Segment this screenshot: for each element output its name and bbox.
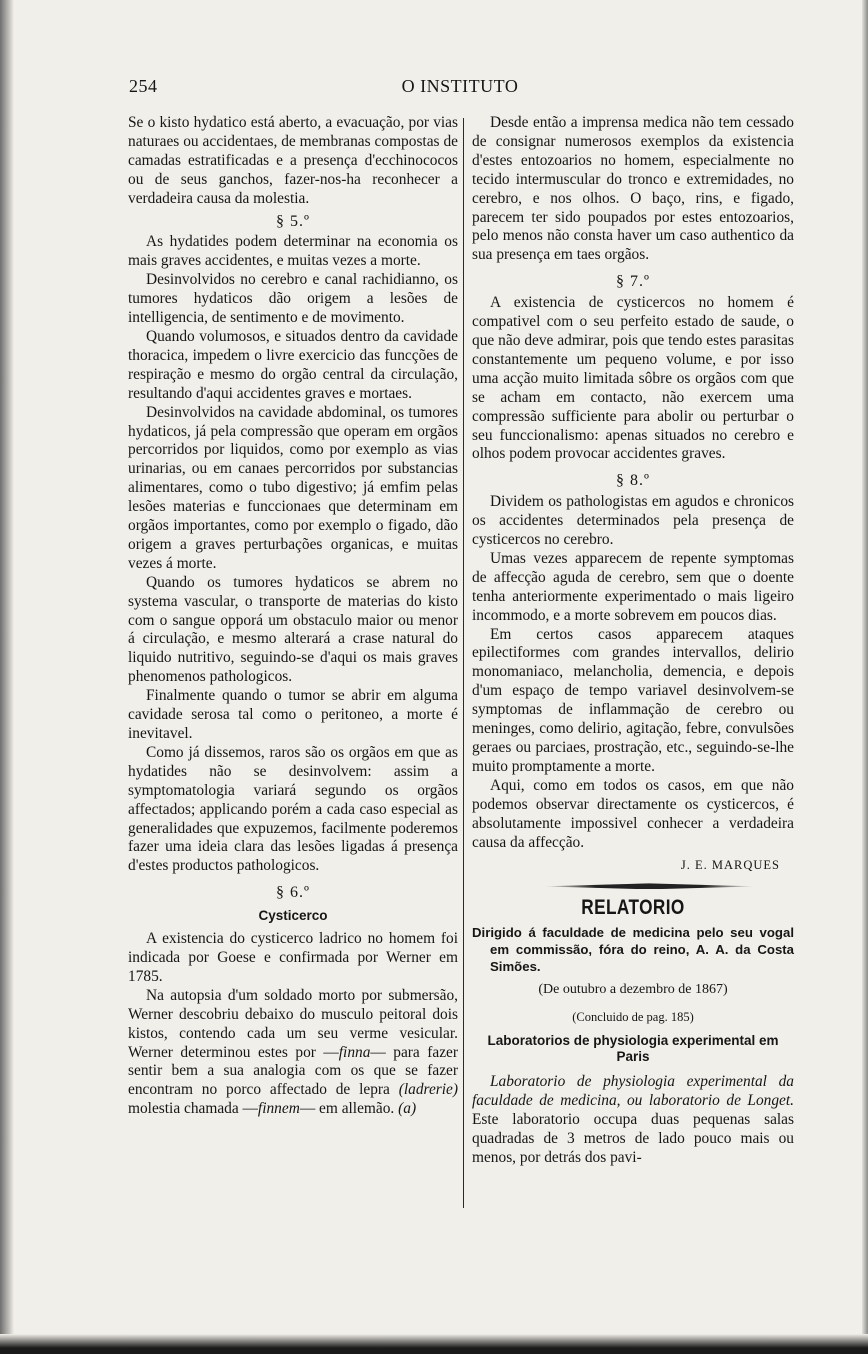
paragraph: Finalmente quando o tumor se abrir em alguma cavidade serosa tal como o peritoneo, a morte é inevitavel.	[128, 687, 458, 742]
section-rule	[542, 883, 756, 889]
report-dates: (De outubro a dezembro de 1867)	[538, 982, 728, 998]
subsection-heading: Cysticerco	[258, 908, 328, 924]
paragraph: Se o kisto hydatico está aberto, a evacuação, por vias naturaes ou accidentaes, de membranas compostas de camadas estratificadas e a presença d'ecchinococos ou de seus ganchos, fazer-nos-ha reconhecer a verdadeira causa da molestia.	[128, 114, 458, 207]
report-subtitle: Dirigido á faculdade de medicina pelo seu vogal em commissão, fóra do reino, A. A. da Costa Simões.	[472, 925, 794, 975]
italic-term: finna	[338, 1043, 371, 1061]
paragraph: Umas vezes apparecem de repente symptomas de affecção aguda de cerebro, sem que o doente tenha anteriormente experimentado o mais ligeiro incommodo, e a morte sobrevem em poucos dias.	[472, 549, 794, 624]
continuation-note: (Concluido de pag. 185)	[572, 1010, 694, 1025]
report-title: RELATORIO	[581, 896, 685, 920]
text-run: Na autopsia d'um soldado morto por submersão, Werner descobriu debaixo do musculo peitoral dois kistos, contendo cada um seu verme vesicular. Werner determinou estes por —	[128, 986, 458, 1061]
text-run: — para fazer sentir bem a sua analogia com os que se fazer encontram no porco affectado de lepra	[128, 1043, 458, 1099]
page-number: 254	[129, 76, 158, 96]
section-heading: § 8.º	[616, 472, 650, 490]
right-column	[472, 114, 794, 1168]
paragraph: As hydatides podem determinar na economia os mais graves accidentes, e muitas vezes a morte.	[128, 233, 458, 270]
paragraph: Desinvolvidos no cerebro e canal rachidianno, os tumores hydaticos dão origem a lesões de intelligencia, de sentimento e de movimento.	[128, 271, 458, 327]
italic-term: finnem	[257, 1100, 300, 1118]
section-heading: § 5.º	[276, 212, 310, 230]
text-run: — em allemão.	[299, 1100, 395, 1118]
running-title: O INSTITUTO	[401, 76, 519, 96]
paragraph: Aqui, como em todos os casos, em que não podemos observar directamente os cysticercos, é absolutamente impossivel conhecer a verdadeira causa da affecção.	[472, 776, 794, 851]
footnote-ref: (a)	[398, 1100, 417, 1118]
author-signature: J. E. MARQUES	[680, 858, 780, 873]
paragraph: A existencia do cysticerco ladrico no homem foi indicada por Goese e confirmada por Werner em 1785.	[128, 930, 458, 985]
paragraph: Dividem os pathologistas em agudos e chronicos os accidentes determinados pela presença de cysticercos no cerebro.	[472, 493, 794, 549]
page-edge-left	[0, 0, 14, 1354]
text-run: molestia chamada —	[128, 1100, 258, 1118]
paragraph	[128, 987, 458, 1119]
paragraph: Em certos casos apparecem ataques epilectiformes com grandes intervallos, delirio monomaniaco, melancholia, demencia, e depois d'um espaço de tempo variavel desinvolvem-se symptomas de inflammação de cerebro ou meninges, como delirio, agitação, febre, convulsões geraes ou parciaes, prostração, etc., seguindo-se-lhe muito promptamente a morte.	[472, 625, 794, 775]
paragraph: Desinvolvidos na cavidade abdominal, os tumores hydaticos, já pela compressão que operam em orgãos percorridos por liquidos, como por exemplo as vias urinarias, ou em canaes percorridos por substancias alimentares, como o tubo digestivo; já emfim pelas lesões materias e funccionaes que determinam em orgãos importantes, como por exemplo o figado, dão origem a graves perturbações organicas, e muitas vezes á morte.	[128, 403, 458, 572]
paragraph: Quando volumosos, e situados dentro da cavidade thoracica, impedem o livre exercicio das funcções de respiração e mesmo do orgão central da circulação, resultando d'aqui accidentes graves e mortaes.	[128, 327, 458, 402]
paragraph: Quando os tumores hydaticos se abrem no systema vascular, o transporte de materias do kisto com o sangue opporá um obstaculo maior ou menor á circulação, e mesmo alterará a crase natural do liquido nutritivo, seguindo-se d'aqui os mais graves phenomenos pathologicos.	[128, 573, 458, 686]
italic-lead: Laboratorio de physiologia experimental da faculdade de medicina, ou laboratorio de Longet.	[472, 1073, 794, 1109]
column-divider	[463, 118, 464, 1208]
page-edge-bottom	[0, 1334, 868, 1354]
section-heading: § 7.º	[616, 273, 650, 291]
left-column	[128, 114, 458, 1119]
paragraph: Como já dissemos, raros são os orgãos em que as hydatides não se desinvolvem: assim a symptomatologia variará segundo os orgãos affectados; applicando porém a cada caso especial as generalidades que expuzemos, facilmente poderemos fazer uma ideia clara das lesões ligadas á presença d'estes productos pathologicos.	[128, 743, 458, 875]
paragraph: Desde então a imprensa medica não tem cessado de consignar numerosos exemplos da existencia d'estes entozoarios no homem, especialmente no tecido intermuscular do tronco e extremidades, no cerebro, e nos olhos. O baço, rins, e figado, parecem ter sido poupados por estes entozoarios, pelo menos não consta haver um caso authentico da sua presença em taes orgãos.	[472, 114, 794, 264]
paragraph	[472, 1073, 794, 1168]
page-header	[129, 76, 791, 102]
section-heading: § 6.º	[276, 884, 310, 902]
paragraph: A existencia de cysticercos no homem é compativel com o seu perfeito estado de saude, o que não deve admirar, pois que tendo estes parasitas constantemente um pequeno volume, e por isso uma acção muito limitada sôbre os orgãos com que se acham em contacto, não exercem uma compressão sufficiente para abolir ou perturbar o seu funccionalismo: apenas situados no cerebro e olhos podem provocar accidentes graves.	[472, 294, 794, 463]
page-edge-right	[862, 0, 868, 1354]
laboratory-heading: Laboratorios de physiologia experimental em Paris	[487, 1033, 779, 1065]
italic-term: (ladrerie)	[398, 1081, 458, 1099]
text-run: Este laboratorio occupa duas pequenas salas quadradas de 3 metros de lado pouco mais ou menos, por detrás dos pavi-	[472, 1110, 794, 1166]
